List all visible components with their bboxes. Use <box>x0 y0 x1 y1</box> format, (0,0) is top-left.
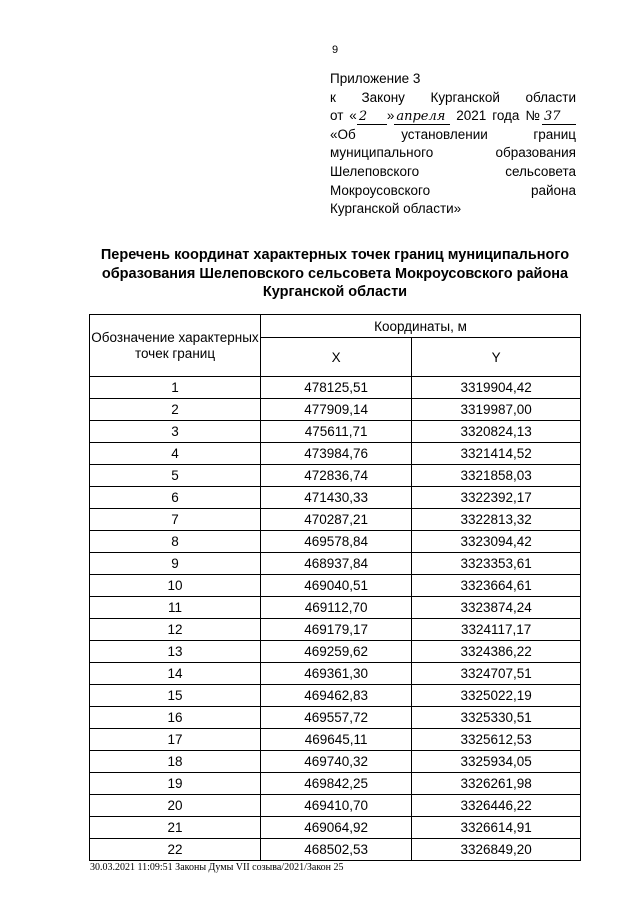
point-number-cell: 7 <box>90 509 261 531</box>
point-number-cell: 3 <box>90 421 261 443</box>
table-row <box>90 465 581 487</box>
point-number-cell: 22 <box>90 839 261 861</box>
y-coordinate-cell: 3325022,19 <box>412 685 581 707</box>
table-row <box>90 817 581 839</box>
appendix-law-ref: к Закону Курганской области <box>330 89 576 105</box>
appendix-line-5: муниципального образования <box>330 145 576 161</box>
table-row <box>90 685 581 707</box>
appendix-line-7: Мокроусовского района <box>330 182 576 198</box>
x-coordinate-cell: 472836,74 <box>261 465 412 487</box>
table-row <box>90 531 581 553</box>
table-row <box>90 751 581 773</box>
y-coordinate-cell: 3325330,51 <box>412 707 581 729</box>
point-number-cell: 15 <box>90 685 261 707</box>
page-number: 9 <box>332 44 339 56</box>
point-number-cell: 8 <box>90 531 261 553</box>
y-coordinate-cell: 3323874,24 <box>412 597 581 619</box>
table-row <box>90 619 581 641</box>
y-coordinate-cell: 3323353,61 <box>412 553 581 575</box>
y-coordinate-cell: 3319904,42 <box>412 377 581 399</box>
header-coordinates: Координаты, м <box>261 315 581 338</box>
point-number-cell: 9 <box>90 553 261 575</box>
point-number-cell: 5 <box>90 465 261 487</box>
point-number-cell: 2 <box>90 399 261 421</box>
point-number-cell: 21 <box>90 817 261 839</box>
coordinates-table <box>89 314 581 861</box>
footer-stamp: 30.03.2021 11:09:51 Законы Думы VII созыва/2021/Закон 25 <box>90 862 344 873</box>
y-coordinate-cell: 3326614,91 <box>412 817 581 839</box>
table-row <box>90 487 581 509</box>
x-coordinate-cell: 468502,53 <box>261 839 412 861</box>
x-coordinate-cell: 469462,83 <box>261 685 412 707</box>
y-coordinate-cell: 3323664,61 <box>412 575 581 597</box>
y-coordinate-cell: 3326261,98 <box>412 773 581 795</box>
header-y: Y <box>412 338 581 377</box>
table-row <box>90 839 581 861</box>
y-coordinate-cell: 3326849,20 <box>412 839 581 861</box>
point-number-cell: 17 <box>90 729 261 751</box>
x-coordinate-cell: 469410,70 <box>261 795 412 817</box>
x-coordinate-cell: 469064,92 <box>261 817 412 839</box>
table-row <box>90 399 581 421</box>
table-row <box>90 729 581 751</box>
appendix-line-4: «Об установлении границ <box>330 126 576 142</box>
document-title: Перечень координат характерных точек границ муниципального образования Шелеповского сельсовета Мокроусовского района Курганской области <box>100 247 570 300</box>
point-number-cell: 10 <box>90 575 261 597</box>
x-coordinate-cell: 469842,25 <box>261 773 412 795</box>
point-number-cell: 11 <box>90 597 261 619</box>
x-coordinate-cell: 469259,62 <box>261 641 412 663</box>
x-coordinate-cell: 477909,14 <box>261 399 412 421</box>
x-coordinate-cell: 470287,21 <box>261 509 412 531</box>
header-points: Обозначение характерных точек границ <box>90 315 261 377</box>
y-coordinate-cell: 3322392,17 <box>412 487 581 509</box>
handwritten-number: 37 <box>544 109 561 125</box>
header-x: X <box>261 338 412 377</box>
x-coordinate-cell: 469112,70 <box>261 597 412 619</box>
table-row <box>90 575 581 597</box>
table-row <box>90 707 581 729</box>
point-number-cell: 19 <box>90 773 261 795</box>
table-row <box>90 421 581 443</box>
handwritten-day: 2 <box>358 109 368 125</box>
x-coordinate-cell: 475611,71 <box>261 421 412 443</box>
y-coordinate-cell: 3323094,42 <box>412 531 581 553</box>
y-coordinate-cell: 3321414,52 <box>412 443 581 465</box>
x-coordinate-cell: 469740,32 <box>261 751 412 773</box>
x-coordinate-cell: 478125,51 <box>261 377 412 399</box>
table-row <box>90 509 581 531</box>
point-number-cell: 1 <box>90 377 261 399</box>
appendix-title: Приложение 3 <box>330 71 421 86</box>
point-number-cell: 6 <box>90 487 261 509</box>
y-coordinate-cell: 3324386,22 <box>412 641 581 663</box>
appendix-line-6: Шелеповского сельсовета <box>330 163 576 179</box>
x-coordinate-cell: 469361,30 <box>261 663 412 685</box>
y-coordinate-cell: 3324707,51 <box>412 663 581 685</box>
y-coordinate-cell: 3325934,05 <box>412 751 581 773</box>
x-coordinate-cell: 469040,51 <box>261 575 412 597</box>
appendix-line-8: Курганской области» <box>330 201 462 217</box>
point-number-cell: 12 <box>90 619 261 641</box>
y-coordinate-cell: 3326446,22 <box>412 795 581 817</box>
x-coordinate-cell: 471430,33 <box>261 487 412 509</box>
point-number-cell: 16 <box>90 707 261 729</box>
point-number-cell: 14 <box>90 663 261 685</box>
table-row <box>90 663 581 685</box>
appendix-block <box>330 70 576 219</box>
point-number-cell: 4 <box>90 443 261 465</box>
table-row <box>90 641 581 663</box>
date-mid: » <box>386 108 395 124</box>
table-row <box>90 597 581 619</box>
handwritten-month: апреля <box>396 109 446 125</box>
x-coordinate-cell: 469578,84 <box>261 531 412 553</box>
table-row <box>90 553 581 575</box>
appendix-date-line <box>330 107 576 126</box>
date-year: 2021 года № <box>456 108 542 124</box>
x-coordinate-cell: 468937,84 <box>261 553 412 575</box>
y-coordinate-cell: 3319987,00 <box>412 399 581 421</box>
y-coordinate-cell: 3320824,13 <box>412 421 581 443</box>
y-coordinate-cell: 3324117,17 <box>412 619 581 641</box>
table-row <box>90 377 581 399</box>
point-number-cell: 13 <box>90 641 261 663</box>
table-row <box>90 795 581 817</box>
x-coordinate-cell: 473984,76 <box>261 443 412 465</box>
y-coordinate-cell: 3322813,32 <box>412 509 581 531</box>
x-coordinate-cell: 469179,17 <box>261 619 412 641</box>
table-row <box>90 443 581 465</box>
coordinates-body <box>90 377 581 861</box>
table-row <box>90 773 581 795</box>
point-number-cell: 20 <box>90 795 261 817</box>
x-coordinate-cell: 469557,72 <box>261 707 412 729</box>
y-coordinate-cell: 3325612,53 <box>412 729 581 751</box>
x-coordinate-cell: 469645,11 <box>261 729 412 751</box>
point-number-cell: 18 <box>90 751 261 773</box>
date-prefix: от « <box>330 108 357 124</box>
y-coordinate-cell: 3321858,03 <box>412 465 581 487</box>
